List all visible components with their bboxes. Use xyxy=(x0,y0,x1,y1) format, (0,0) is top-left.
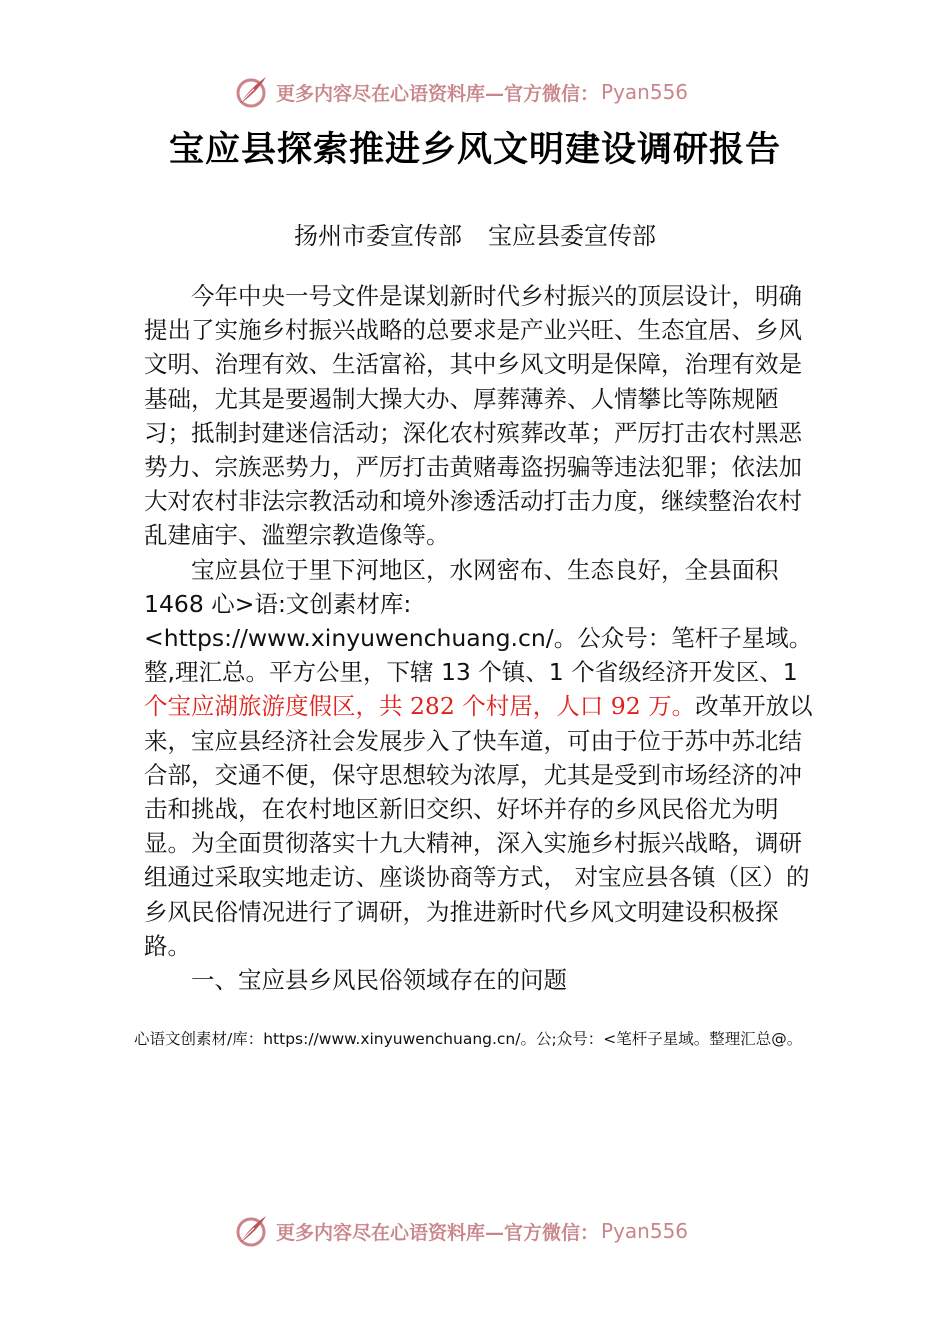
paragraph-1: 今年中央一号文件是谋划新时代乡村振兴的顶层设计，明确提出了实施乡村振兴战略的总要求是产业兴旺、生态宜居、乡风文明、治理有效、生活富裕，其中乡风文明是保障，治理有效是基础，尤其是要遏制大操大办、厚葬薄养、人情攀比等陈规陋习；抵制封建迷信活动；深化农村殡葬改革；严厉打击农村黑恶势力、宗族恶势力，严厉打击黄赌毒盗拐骗等违法犯罪；依法加大对农村非法宗教活动和境外渗透活动打击力度，继续整治农村乱建庙宇、滥塑宗教造像等。 xyxy=(144,282,802,550)
author-1: 扬州市委宣传部 xyxy=(294,222,462,250)
quill-circle-icon xyxy=(232,1212,270,1250)
section-heading: 一、宝应县乡风民俗领域存在的问题 xyxy=(191,966,567,995)
highlight-text: 个宝应湖旅游度假区，共 282 个村居，人口 92 万。 xyxy=(144,692,696,721)
watermark-bottom xyxy=(232,1211,688,1251)
paragraph-2-part-1: 宝应县位于里下河地区，水网密布、生态良好，全县面积 1468 心>语:文创素材库: xyxy=(144,555,779,618)
document-title: 宝应县探索推进乡风文明建设调研报告 xyxy=(168,129,781,170)
paragraph-2 xyxy=(144,553,824,621)
footnote: 心语文创素材/库：https://www.xinyuwenchuang.cn/。公;众号：<笔杆子星域。整理汇总@。 xyxy=(134,1030,803,1048)
watermark-handle: Pyan556 xyxy=(601,80,689,104)
paragraph-2-continuation xyxy=(144,621,824,689)
paragraph-2-part-2: <https://www.xinyuwenchuang.cn/。公众号：笔杆子星域。整,理汇总。平方公里，下辖 13 个镇、1 个省级经济开发区、1 xyxy=(144,624,813,687)
author-2: 宝应县委宣传部 xyxy=(488,222,656,250)
paragraph-2-highlight-line xyxy=(144,689,824,963)
quill-circle-icon xyxy=(232,73,270,111)
watermark-text: 更多内容尽在心语资料库—官方微信： xyxy=(276,82,600,105)
authors-line xyxy=(0,216,950,251)
watermark-top xyxy=(232,72,688,112)
paragraph-2-part-3: 改革开放以来，宝应县经济社会发展步入了快车道，可由于位于苏中苏北结合部，交通不便，保守思想较为浓厚，尤其是受到市场经济的冲击和挑战，在农村地区新旧交织、好坏并存的乡风民俗尤为明显。为全面贯彻落实十九大精神，深入实施乡村振兴战略，调研组通过采取实地走访、座谈协商等方式， 对宝应县各镇（区）的乡风民俗情况进行了调研，为推进新时代乡风文明建设积极探路。 xyxy=(144,692,813,960)
document-body xyxy=(144,279,824,997)
watermark-handle: Pyan556 xyxy=(601,1219,689,1243)
watermark-text: 更多内容尽在心语资料库—官方微信： xyxy=(276,1221,600,1244)
